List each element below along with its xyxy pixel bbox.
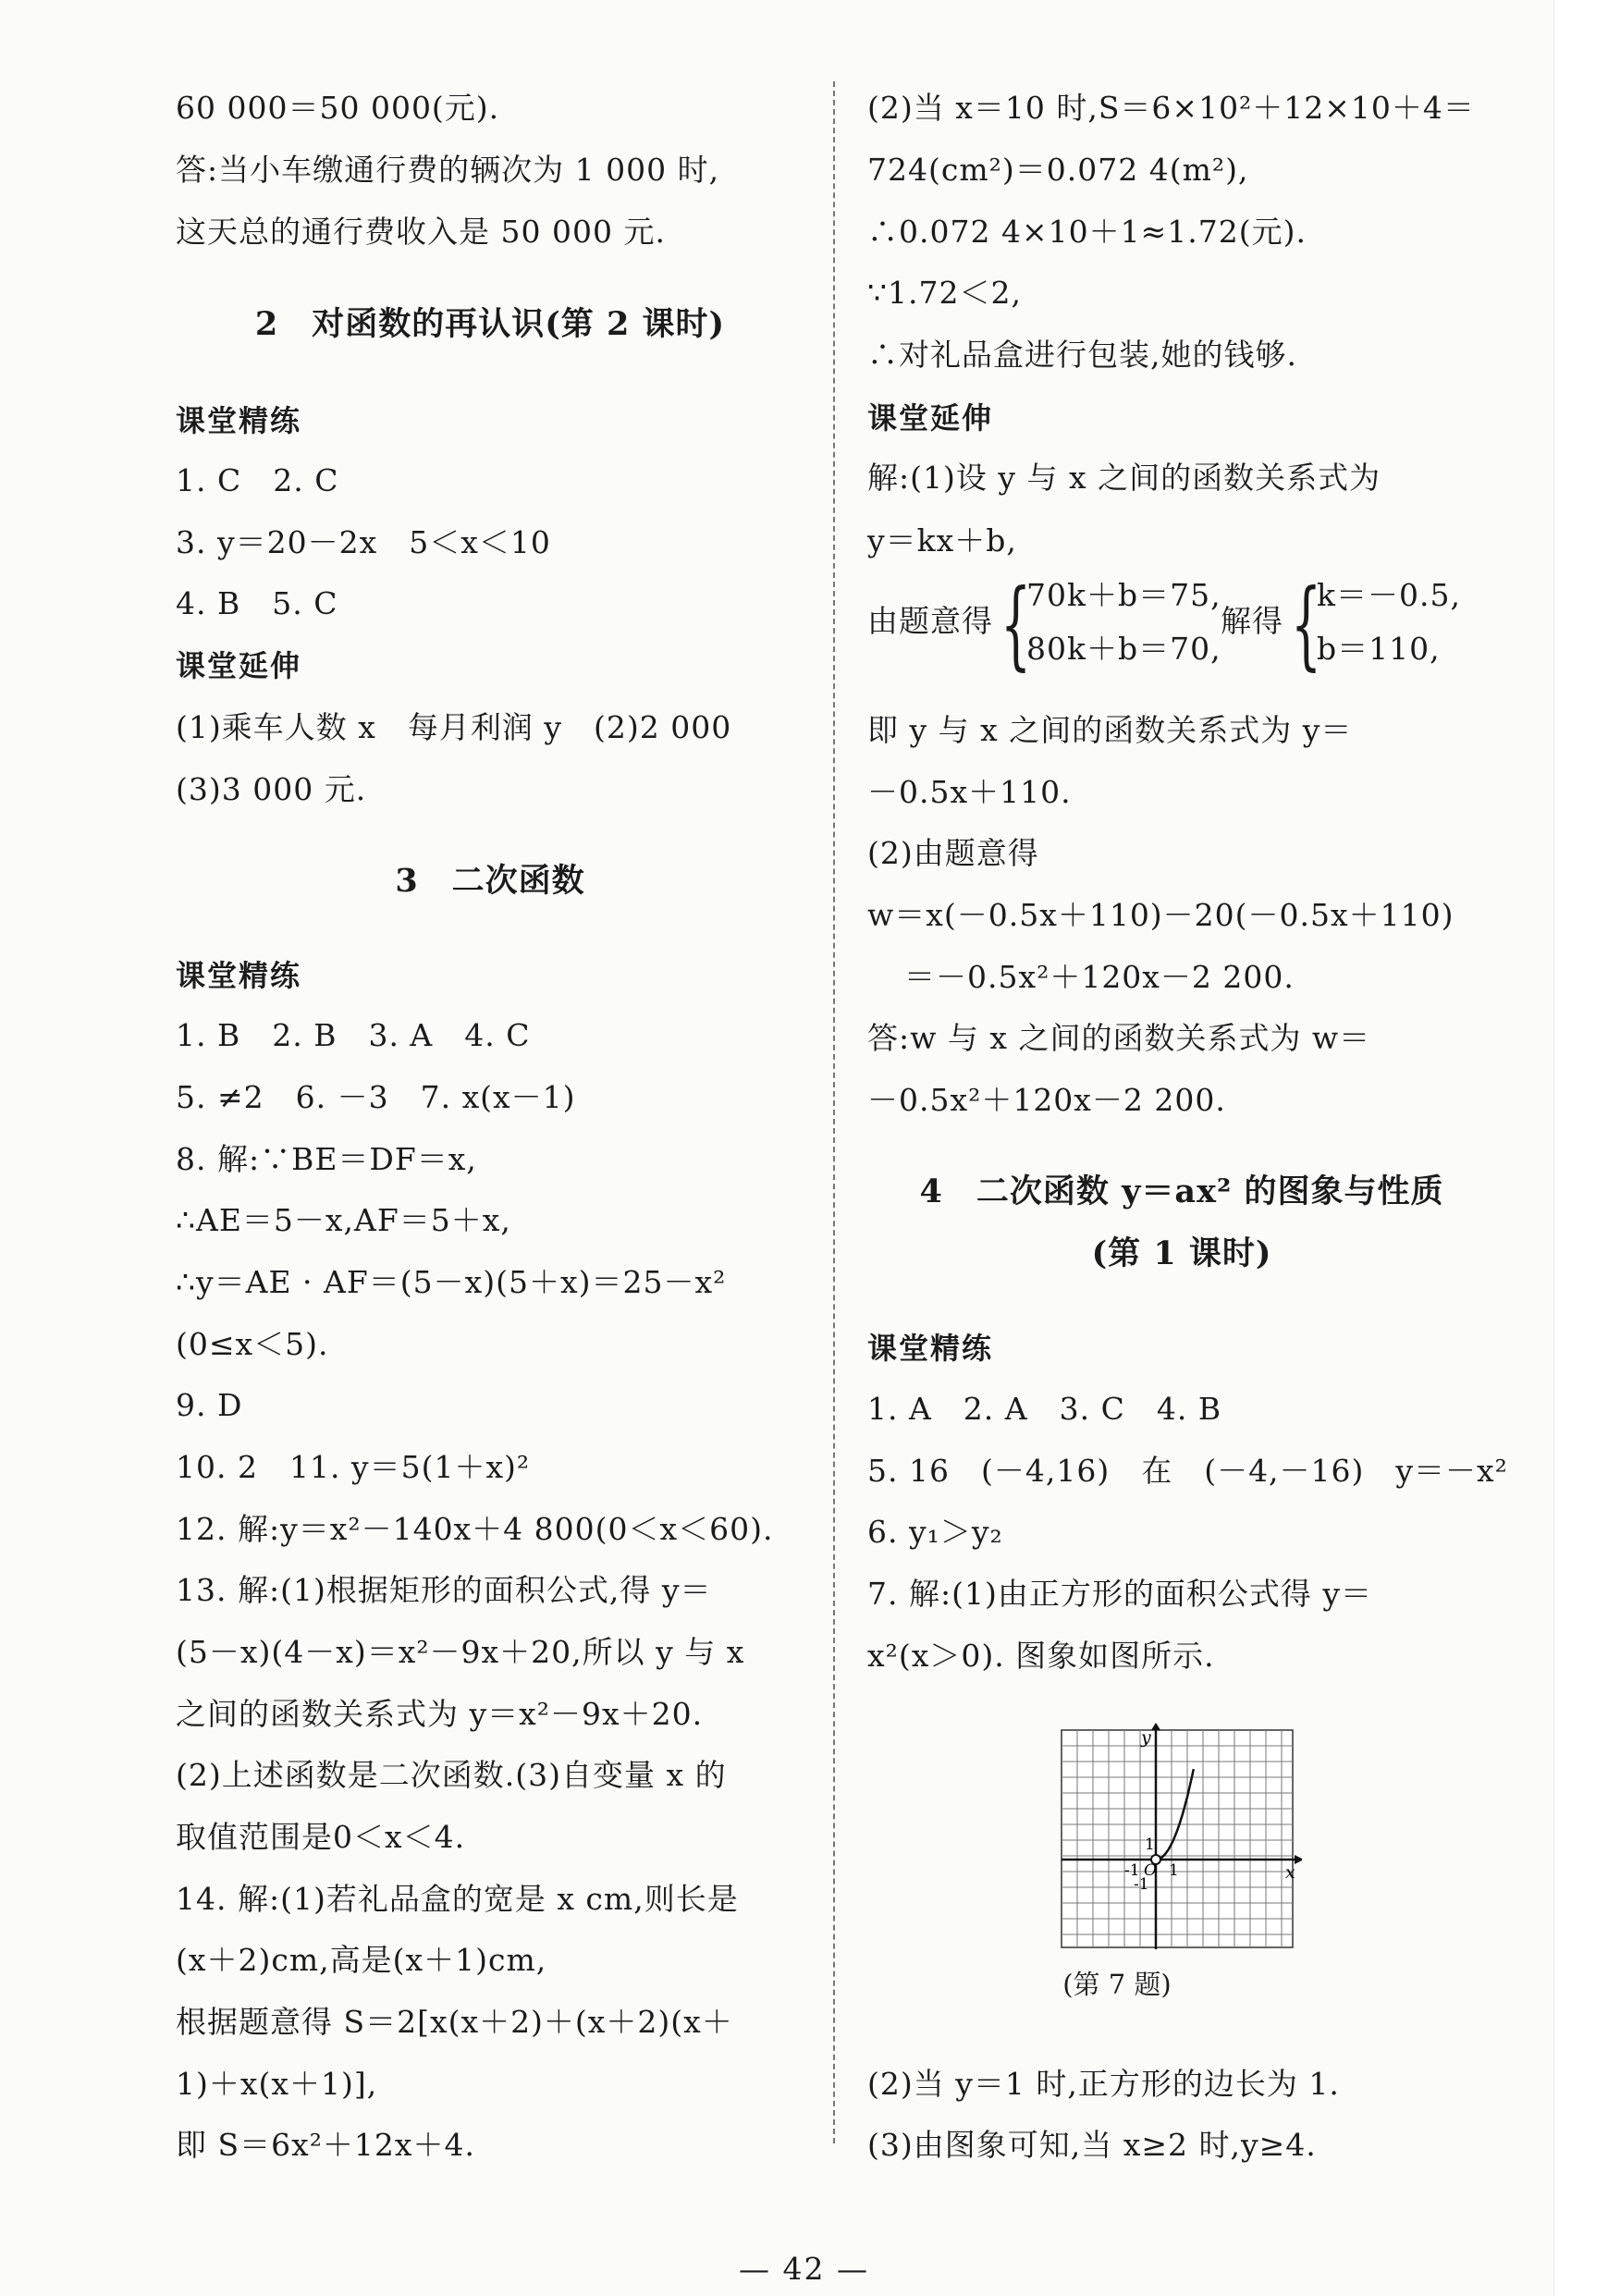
answer-line: (2)上述函数是二次函数.(3)自变量 x 的 — [176, 1757, 727, 1793]
tick-label: -1 — [1124, 1861, 1140, 1880]
y-axis-arrow — [1151, 1723, 1160, 1730]
subsection-label: 课堂延伸 — [176, 648, 302, 683]
equation: b＝110, — [1317, 631, 1441, 667]
answer-line: 6. y₁＞y₂ — [867, 1514, 1003, 1550]
answer-line: ∴0.072 4×10＋1≈1.72(元). — [867, 214, 1307, 250]
column-divider — [833, 81, 835, 2143]
equation: k＝－0.5, — [1317, 577, 1461, 613]
figure-caption: (第 7 题) — [1062, 1969, 1172, 2000]
section-heading: 2 对函数的再认识(第 2 课时) — [254, 305, 726, 343]
answer-line: (2)当 y＝1 时,正方形的边长为 1. — [867, 2066, 1340, 2102]
text-line: 60 000＝50 000(元). — [176, 90, 500, 126]
answer-line: 取值范围是0＜x＜4. — [176, 1819, 466, 1855]
answer-line: 9. D — [176, 1387, 243, 1423]
left-brace: { — [1291, 568, 1322, 681]
answer-line: 1. B 2. B 3. A 4. C — [176, 1017, 531, 1053]
answer-line: (2)由题意得 — [867, 835, 1039, 871]
answer-line: x²(x＞0). 图象如图所示. — [867, 1638, 1215, 1674]
x-axis-arrow — [1295, 1855, 1302, 1864]
answer-line: 即 y 与 x 之间的函数关系式为 y＝ — [867, 712, 1353, 748]
answer-line: ∴y＝AE · AF＝(5－x)(5＋x)＝25－x² — [176, 1264, 727, 1300]
answer-line: (2)当 x＝10 时,S＝6×10²＋12×10＋4＝ — [867, 90, 1475, 126]
answer-line: －0.5x²＋120x－2 200. — [867, 1082, 1226, 1118]
answer-line: 8. 解:∵BE＝DF＝x, — [176, 1141, 477, 1177]
answer-line: ＝－0.5x²＋120x－2 200. — [904, 959, 1295, 995]
answer-line: w＝x(－0.5x＋110)－20(－0.5x＋110) — [867, 897, 1455, 933]
answer-line: 1. A 2. A 3. C 4. B — [867, 1391, 1222, 1427]
section-heading: 4 二次函数 y＝ax² 的图象与性质 — [919, 1173, 1444, 1210]
text-line: 这天总的通行费收入是 50 000 元. — [176, 214, 666, 250]
answer-line: 5. ≠2 6. －3 7. x(x－1) — [176, 1079, 576, 1115]
answer-line: 10. 2 11. y＝5(1＋x)² — [176, 1449, 531, 1485]
answer-line: 即 S＝6x²＋12x＋4. — [176, 2127, 476, 2163]
tick-label: -1 — [1134, 1875, 1149, 1894]
answer-line: ∵1.72＜2, — [867, 275, 1022, 311]
answer-line: (3)由图象可知,当 x≥2 时,y≥4. — [867, 2127, 1317, 2163]
answer-line: (3)3 000 元. — [176, 771, 367, 807]
answer-line: (x＋2)cm,高是(x＋1)cm, — [176, 1942, 547, 1978]
section-heading: 3 二次函数 — [395, 862, 585, 900]
answer-line: 1)＋x(x＋1)], — [176, 2066, 378, 2102]
answer-line: 5. 16 (－4,16) 在 (－4,－16) y＝－x² — [867, 1453, 1508, 1489]
equation-prefix: 由题意得 — [867, 603, 993, 639]
answer-line: 4. B 5. C — [176, 585, 338, 621]
tick-label: 1 — [1145, 1836, 1155, 1854]
equation: 80k＋b＝70, — [1026, 631, 1221, 667]
page-edge — [1553, 0, 1608, 2296]
answer-line: y＝kx＋b, — [867, 522, 1017, 559]
answer-line: (5－x)(4－x)＝x²－9x＋20,所以 y 与 x — [176, 1634, 745, 1670]
x-axis-label: x — [1285, 1862, 1295, 1883]
origin-label: O — [1144, 1861, 1157, 1880]
tick-label: 1 — [1169, 1861, 1179, 1880]
answer-line: (1)乘车人数 x 每月利润 y (2)2 000 — [176, 709, 732, 745]
answer-line: ∴AE＝5－x,AF＝5＋x, — [176, 1202, 511, 1238]
text-line: 答:当小车缴通行费的辆次为 1 000 时, — [176, 152, 720, 188]
page-number: — 42 — — [739, 2251, 869, 2287]
subsection-label: 课堂延伸 — [867, 400, 994, 436]
answer-line: －0.5x＋110. — [867, 774, 1072, 810]
equation-mid: 解得 — [1221, 603, 1283, 639]
answer-line: 14. 解:(1)若礼品盒的宽是 x cm,则长是 — [176, 1881, 739, 1917]
answer-line: 根据题意得 S＝2[x(x＋2)＋(x＋2)(x＋ — [176, 2004, 733, 2040]
answer-line: 12. 解:y＝x²－140x＋4 800(0＜x＜60). — [176, 1511, 774, 1547]
subsection-label: 课堂精练 — [176, 403, 302, 438]
answer-line: 7. 解:(1)由正方形的面积公式得 y＝ — [867, 1576, 1372, 1612]
subsection-label: 课堂精练 — [867, 1331, 994, 1366]
section-heading: (第 1 课时) — [1091, 1234, 1272, 1272]
answer-line: 解:(1)设 y 与 x 之间的函数关系式为 — [867, 460, 1381, 496]
parabola-graph — [1052, 1723, 1302, 1954]
subsection-label: 课堂精练 — [176, 958, 302, 993]
answer-line: ∴对礼品盒进行包装,她的钱够. — [867, 337, 1297, 373]
graph-frame — [1062, 1730, 1293, 1947]
answer-line: 13. 解:(1)根据矩形的面积公式,得 y＝ — [176, 1572, 712, 1608]
answer-line: 答:w 与 x 之间的函数关系式为 w＝ — [867, 1020, 1371, 1056]
answer-line: 724(cm²)＝0.072 4(m²), — [867, 152, 1249, 188]
y-axis-label: y — [1141, 1727, 1151, 1748]
left-brace: { — [1000, 568, 1032, 681]
answer-line: 3. y＝20－2x 5＜x＜10 — [176, 524, 551, 560]
answer-line: (0≤x＜5). — [176, 1326, 329, 1362]
answer-line: 之间的函数关系式为 y＝x²－9x＋20. — [176, 1696, 704, 1732]
equation: 70k＋b＝75, — [1026, 577, 1221, 613]
answer-line: 1. C 2. C — [176, 462, 339, 498]
